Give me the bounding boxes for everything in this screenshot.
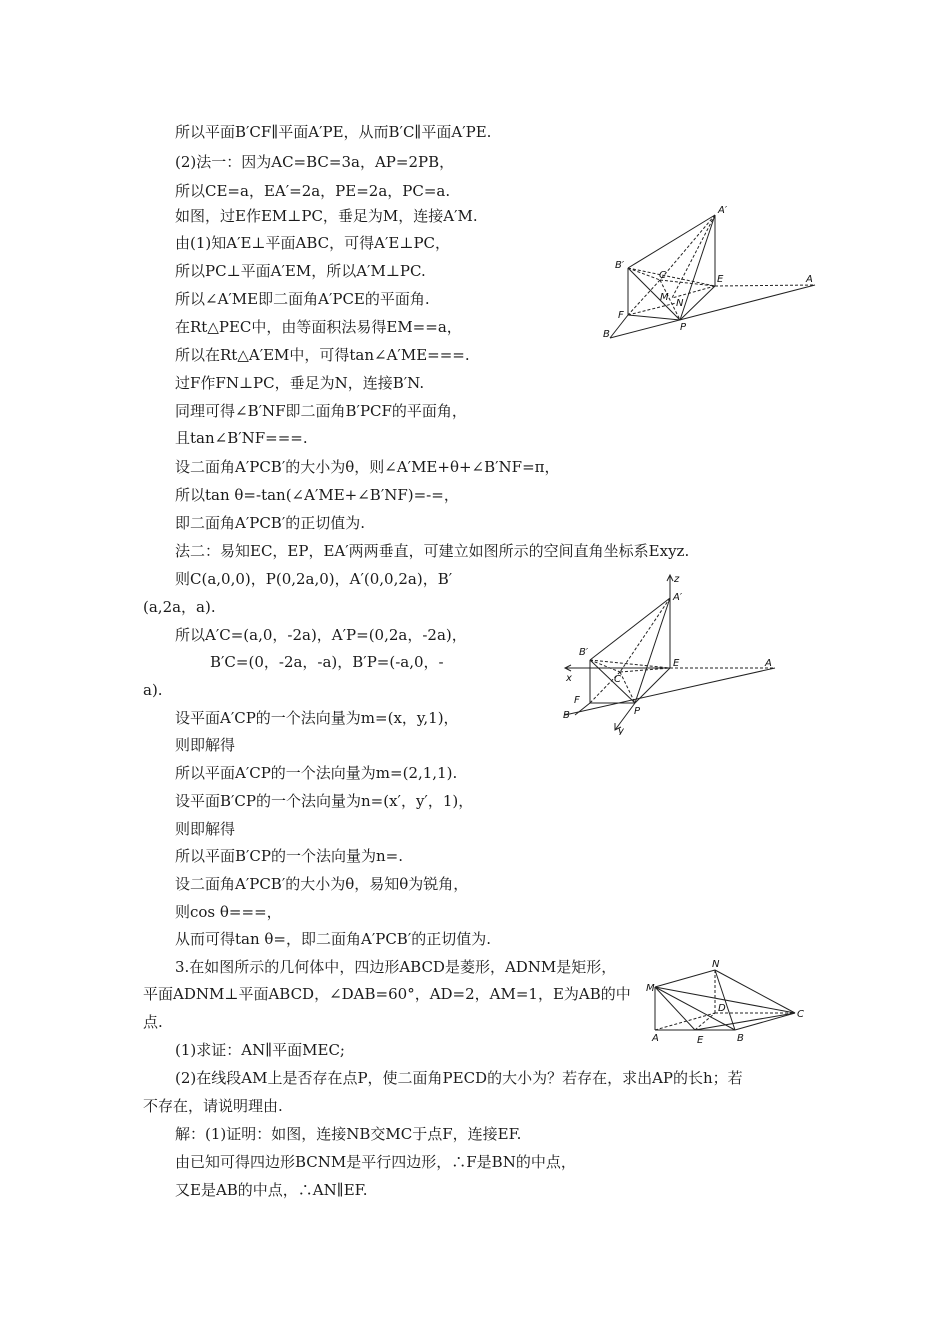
text-line: 3.在如图所示的几何体中，四边形ABCD是菱形，ADNM是矩形，	[175, 958, 617, 976]
fig2-label: y	[618, 726, 624, 735]
fig1-label: N	[676, 298, 684, 309]
text-line: 从而可得tan θ=，即二面角A′PCB′的正切值为.	[175, 930, 492, 948]
fig2-label: A′	[673, 592, 683, 603]
text-line: 所以PC⊥平面A′EM，所以A′M⊥PC.	[175, 262, 426, 280]
text-line: 法二：易知EC，EP，EA′两两垂直，可建立如图所示的空间直角坐标系Exyz.	[175, 542, 690, 560]
fig3-label: M	[646, 983, 655, 994]
text-line: a).	[143, 681, 163, 699]
fig2-label: C	[614, 674, 621, 685]
text-line: 如图，过E作EM⊥PC，垂足为M，连接A′M.	[175, 207, 478, 225]
text-line: 平面ADNM⊥平面ABCD，∠DAB=60°，AD=2，AM=1，E为AB的中	[143, 985, 631, 1003]
text-line: 设平面A′CP的一个法向量为m=(x，y,1)，	[175, 709, 459, 727]
fig2-label: P	[634, 706, 641, 717]
text-line: (1)求证：AN∥平面MEC;	[175, 1041, 345, 1059]
text-line: 解：(1)证明：如图，连接NB交MC于点F，连接EF.	[175, 1125, 522, 1143]
text-line: 过F作FN⊥PC，垂足为N，连接B′N.	[175, 374, 425, 392]
text-line: 由(1)知A′E⊥平面ABC，可得A′E⊥PC，	[175, 234, 451, 252]
text-line: 设二面角A′PCB′的大小为θ，则∠A′ME+θ+∠B′NF=π，	[175, 458, 560, 476]
text-line: 不存在，请说明理由.	[143, 1097, 283, 1115]
text-line: 所以平面B′CP的一个法向量为n=.	[175, 847, 403, 865]
fig1-label: C	[659, 270, 666, 281]
text-line: 所以在Rt△A′EM中，可得tan∠A′ME===.	[175, 346, 470, 364]
geometry-figure-3	[640, 955, 815, 1050]
text-line: 同理可得∠B′NF即二面角B′PCF的平面角，	[175, 402, 467, 420]
fig3-label: D	[718, 1003, 726, 1014]
text-line: B′C=(0，-2a，-a)，B′P=(-a,0，-	[210, 653, 444, 671]
text-line: 所以平面B′CF∥平面A′PE，从而B′C∥平面A′PE.	[175, 123, 492, 141]
text-line: 即二面角A′PCB′的正切值为.	[175, 514, 366, 532]
fig2-label: B	[563, 710, 570, 721]
fig2-label: A	[765, 658, 772, 669]
text-line: 且tan∠B′NF===.	[175, 429, 308, 447]
fig3-label: C	[797, 1009, 804, 1020]
text-line: 所以平面A′CP的一个法向量为m=(2,1,1).	[175, 764, 458, 782]
geometry-figure-2	[558, 570, 783, 735]
fig3-label: E	[697, 1035, 704, 1046]
text-line: 所以∠A′ME即二面角A′PCE的平面角.	[175, 290, 430, 308]
text-line: 在Rt△PEC中，由等面积法易得EM==a，	[175, 318, 462, 336]
fig1-label: M	[660, 292, 669, 303]
fig2-label: E	[673, 658, 680, 669]
text-line: 又E是AB的中点，∴AN∥EF.	[175, 1181, 368, 1199]
text-line: 设二面角A′PCB′的大小为θ，易知θ为锐角，	[175, 875, 469, 893]
text-line: 由已知可得四边形BCNM是平行四边形，∴F是BN的中点，	[175, 1153, 576, 1171]
fig1-label: B	[603, 329, 610, 340]
fig1-label: E	[717, 274, 724, 285]
fig1-label: B′	[615, 260, 625, 271]
text-line: 则cos θ===，	[175, 903, 282, 921]
geometry-figure-1	[600, 200, 825, 345]
fig2-label: B′	[579, 647, 589, 658]
text-line: 则C(a,0,0)，P(0,2a,0)，A′(0,0,2a)，B′	[175, 570, 453, 588]
fig1-label: A′	[718, 205, 728, 216]
fig3-label: A	[652, 1033, 659, 1044]
fig1-label: F	[618, 310, 624, 321]
fig3-label: B	[737, 1033, 744, 1044]
text-line: 则即解得	[175, 820, 236, 838]
text-line: 所以A′C=(a,0，-2a)，A′P=(0,2a，-2a)，	[175, 626, 467, 644]
fig1-label: P	[680, 322, 687, 333]
fig2-label: F	[574, 695, 580, 706]
fig3-label: N	[712, 959, 720, 970]
text-line: 点.	[143, 1013, 163, 1031]
fig2-label: z	[674, 574, 680, 585]
text-line: (2)法一：因为AC=BC=3a，AP=2PB，	[175, 153, 455, 171]
text-line: 设平面B′CP的一个法向量为n=(x′，y′，1)，	[175, 792, 474, 810]
text-line: (2)在线段AM上是否存在点P，使二面角PECD的大小为？若存在，求出AP的长h；若	[175, 1069, 743, 1087]
fig1-label: A	[806, 274, 813, 285]
text-line: 所以tan θ=-tan(∠A′ME+∠B′NF)=-=，	[175, 486, 459, 504]
text-line: 则即解得	[175, 736, 236, 754]
text-line: 所以CE=a，EA′=2a，PE=2a，PC=a.	[175, 182, 451, 200]
text-line: (a,2a，a).	[143, 598, 216, 616]
fig2-label: x	[566, 673, 572, 684]
